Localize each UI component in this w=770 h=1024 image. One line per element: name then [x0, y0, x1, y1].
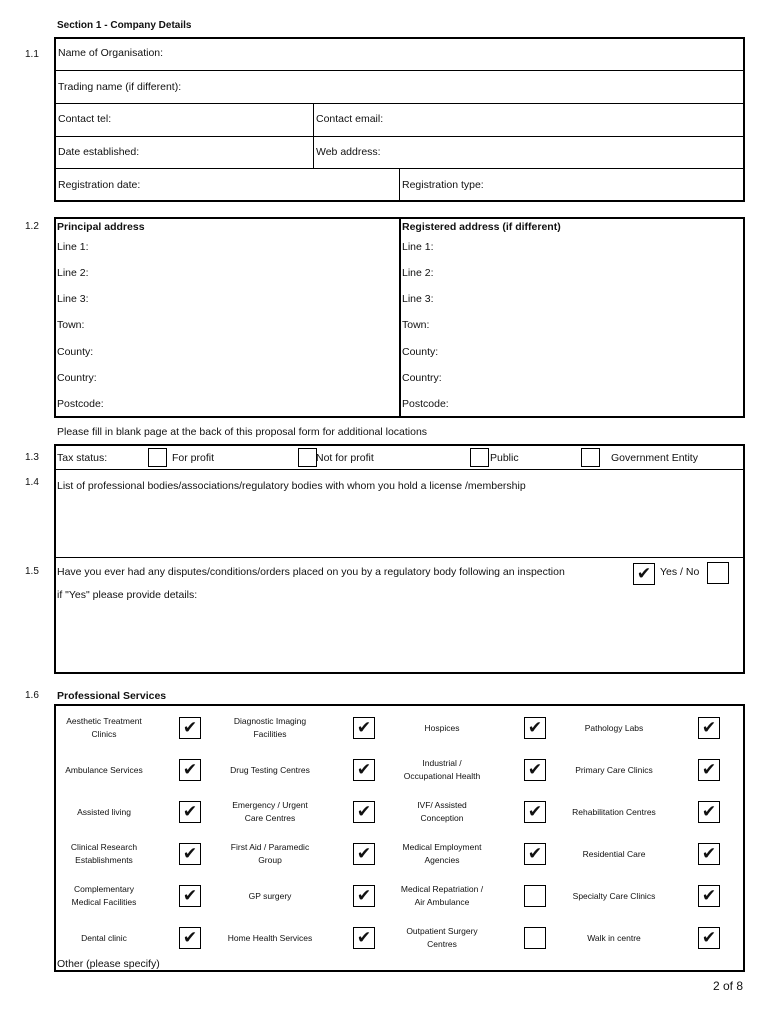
registered-line-2[interactable]: Line 2: [402, 267, 434, 279]
service-label: Rehabilitation Centres [572, 806, 656, 817]
service-checkbox[interactable] [353, 885, 375, 907]
government-entity-label: Government Entity [611, 452, 698, 464]
check-icon: ✔ [356, 802, 372, 822]
service-checkbox[interactable] [179, 927, 201, 949]
service-checkbox[interactable] [524, 843, 546, 865]
check-icon: ✔ [701, 886, 717, 906]
not-for-profit-label: Not for profit [316, 452, 374, 464]
service-label: Complementary Medical Facilities [71, 884, 137, 907]
tax-bodies-disputes-box [54, 444, 745, 674]
service-checkbox[interactable] [179, 801, 201, 823]
check-icon: ✔ [182, 802, 198, 822]
service-label: Industrial / Occupational Health [403, 758, 481, 781]
registration-type-field[interactable]: Registration type: [402, 179, 484, 191]
check-icon: ✔ [356, 886, 372, 906]
service-checkbox[interactable] [524, 927, 546, 949]
registered-line-3[interactable]: Line 3: [402, 293, 434, 305]
service-checkbox[interactable] [179, 717, 201, 739]
professional-services-title: Professional Services [57, 690, 167, 702]
trading-name-field[interactable]: Trading name (if different): [58, 81, 182, 93]
service-label: Walk in centre [587, 932, 641, 943]
item-number-1-2: 1.2 [25, 221, 39, 232]
check-icon: ✔ [356, 928, 372, 948]
org-name-field[interactable]: Name of Organisation: [58, 47, 164, 59]
service-checkbox[interactable] [179, 843, 201, 865]
service-label: Aesthetic Treatment Clinics [66, 716, 142, 739]
service-checkbox[interactable] [698, 801, 720, 823]
principal-line-3[interactable]: Line 3: [57, 293, 89, 305]
check-icon: ✔ [527, 718, 543, 738]
check-icon: ✔ [182, 886, 198, 906]
item-number-1-6: 1.6 [25, 690, 39, 701]
service-checkbox[interactable] [698, 927, 720, 949]
registration-date-field[interactable]: Registration date: [58, 179, 141, 191]
service-checkbox[interactable] [524, 885, 546, 907]
check-icon: ✔ [356, 760, 372, 780]
item-number-1-3: 1.3 [25, 452, 39, 463]
service-label: Assisted living [77, 806, 131, 817]
principal-line-2[interactable]: Line 2: [57, 267, 89, 279]
service-label: First Aid / Paramedic Group [230, 842, 310, 865]
check-icon: ✔ [701, 928, 717, 948]
service-checkbox[interactable] [698, 843, 720, 865]
service-checkbox[interactable] [353, 843, 375, 865]
service-checkbox[interactable] [698, 759, 720, 781]
service-label: Clinical Research Establishments [70, 842, 138, 865]
yes-no-label: Yes / No [660, 566, 700, 578]
registered-country[interactable]: Country: [402, 372, 442, 384]
service-label: Medical Repatriation / Air Ambulance [400, 884, 484, 907]
service-label: Emergency / Urgent Care Centres [232, 800, 308, 823]
page-number: 2 of 8 [713, 979, 744, 993]
service-label: GP surgery [248, 890, 292, 901]
service-checkbox[interactable] [179, 759, 201, 781]
check-icon: ✔ [701, 760, 717, 780]
check-icon: ✔ [527, 802, 543, 822]
service-checkbox[interactable] [353, 717, 375, 739]
registered-county[interactable]: County: [402, 346, 439, 358]
principal-country[interactable]: Country: [57, 372, 97, 384]
principal-county[interactable]: County: [57, 346, 94, 358]
item-number-1-1: 1.1 [25, 49, 39, 60]
service-label: IVF/ Assisted Conception [417, 800, 467, 823]
item-number-1-5: 1.5 [25, 566, 39, 577]
service-label: Pathology Labs [584, 722, 644, 733]
disputes-question: Have you ever had any disputes/conditions/orders placed on you by a regulatory body following an inspection [57, 566, 565, 578]
check-icon: ✔ [356, 844, 372, 864]
check-icon: ✔ [701, 718, 717, 738]
service-checkbox[interactable] [698, 717, 720, 739]
check-icon: ✔ [636, 564, 652, 584]
contact-email-field[interactable]: Contact email: [316, 113, 384, 125]
service-checkbox[interactable] [698, 885, 720, 907]
public-checkbox[interactable] [470, 448, 489, 467]
no-checkbox[interactable] [707, 562, 729, 584]
service-label: Primary Care Clinics [575, 764, 653, 775]
service-label: Hospices [424, 722, 460, 733]
registered-address-title: Registered address (if different) [402, 221, 561, 233]
yes-checkbox[interactable] [633, 563, 655, 585]
check-icon: ✔ [182, 718, 198, 738]
section-title: Section 1 - Company Details [57, 20, 192, 31]
government-entity-checkbox[interactable] [581, 448, 600, 467]
tax-status-label: Tax status: [57, 452, 108, 464]
date-established-field[interactable]: Date established: [58, 146, 140, 158]
principal-address-title: Principal address [57, 221, 145, 233]
item-number-1-4: 1.4 [25, 477, 39, 488]
check-icon: ✔ [527, 760, 543, 780]
for-profit-checkbox[interactable] [148, 448, 167, 467]
check-icon: ✔ [701, 802, 717, 822]
not-for-profit-checkbox[interactable] [298, 448, 317, 467]
service-label: Medical Employment Agencies [402, 842, 482, 865]
for-profit-label: For profit [172, 452, 215, 464]
service-checkbox[interactable] [353, 759, 375, 781]
registered-postcode[interactable]: Postcode: [402, 398, 449, 410]
service-checkbox[interactable] [524, 717, 546, 739]
service-label: Residential Care [582, 848, 646, 859]
service-label: Dental clinic [81, 932, 127, 943]
other-specify-field[interactable]: Other (please specify) [57, 958, 160, 970]
check-icon: ✔ [356, 718, 372, 738]
registered-line-1[interactable]: Line 1: [402, 241, 434, 253]
service-label: Drug Testing Centres [230, 764, 310, 775]
public-label: Public [490, 452, 519, 464]
service-label: Specialty Care Clinics [572, 890, 656, 901]
service-label: Ambulance Services [65, 764, 143, 775]
service-checkbox[interactable] [524, 801, 546, 823]
service-label: Diagnostic Imaging Facilities [233, 716, 307, 739]
check-icon: ✔ [182, 760, 198, 780]
service-label: Outpatient Surgery Centres [406, 926, 478, 949]
service-checkbox[interactable] [353, 927, 375, 949]
service-checkbox[interactable] [179, 885, 201, 907]
principal-town[interactable]: Town: [57, 319, 85, 331]
professional-bodies-label: List of professional bodies/associations/regulatory bodies with whom you hold a license /membership [57, 480, 526, 492]
check-icon: ✔ [182, 844, 198, 864]
additional-locations-note: Please fill in blank page at the back of this proposal form for additional locations [57, 426, 428, 438]
registered-town[interactable]: Town: [402, 319, 430, 331]
dispute-details-label[interactable]: if "Yes" please provide details: [57, 589, 198, 601]
check-icon: ✔ [182, 928, 198, 948]
service-label: Home Health Services [227, 932, 313, 943]
web-address-field[interactable]: Web address: [316, 146, 381, 158]
principal-line-1[interactable]: Line 1: [57, 241, 89, 253]
service-checkbox[interactable] [524, 759, 546, 781]
service-checkbox[interactable] [353, 801, 375, 823]
contact-tel-field[interactable]: Contact tel: [58, 113, 112, 125]
principal-postcode[interactable]: Postcode: [57, 398, 104, 410]
check-icon: ✔ [527, 844, 543, 864]
check-icon: ✔ [701, 844, 717, 864]
